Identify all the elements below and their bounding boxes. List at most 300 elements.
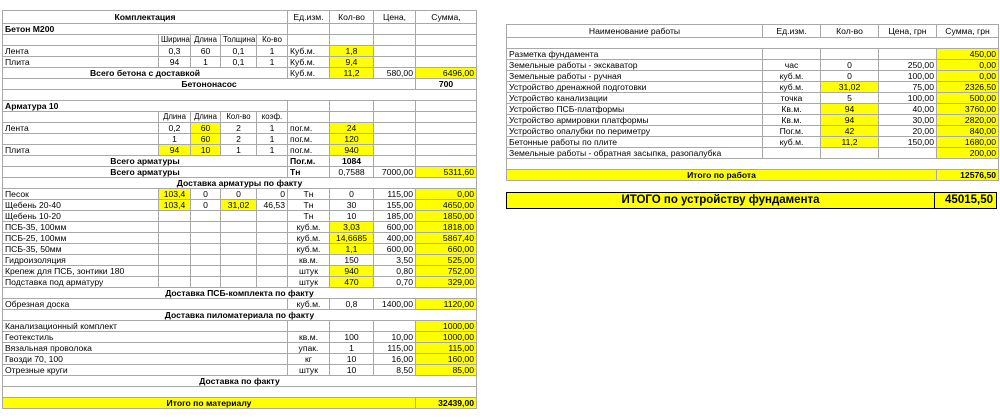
table-row bbox=[3, 200, 477, 211]
unit: точка bbox=[763, 93, 821, 104]
spacer-row bbox=[3, 387, 477, 398]
table-row bbox=[507, 82, 999, 93]
sum: 0,00 bbox=[937, 71, 999, 82]
sum: 0,00 bbox=[937, 60, 999, 71]
grand-total bbox=[506, 192, 997, 209]
dim: 94 bbox=[159, 57, 191, 68]
price: 100,00 bbox=[879, 93, 937, 104]
section-row bbox=[3, 288, 477, 299]
calc bbox=[221, 244, 257, 255]
qty: 1,8 bbox=[330, 46, 374, 57]
works-table bbox=[506, 24, 999, 181]
price: 16,00 bbox=[374, 354, 416, 365]
header-unit: Ед.изм. bbox=[763, 25, 821, 38]
spacer-row bbox=[507, 38, 999, 49]
unit: Тн bbox=[288, 167, 330, 178]
table-row bbox=[3, 46, 477, 57]
qty: 0 bbox=[821, 71, 879, 82]
calc bbox=[221, 211, 257, 222]
total-label: Всего бетона с доставкой bbox=[3, 68, 288, 79]
calc bbox=[221, 266, 257, 277]
dim: 0,2 bbox=[159, 123, 191, 134]
price bbox=[879, 49, 937, 60]
unit bbox=[763, 49, 821, 60]
calc bbox=[257, 277, 288, 288]
table-row bbox=[507, 60, 999, 71]
calc: 31,02 bbox=[221, 200, 257, 211]
unit: Куб.м. bbox=[288, 68, 330, 79]
sum: 1000,00 bbox=[416, 332, 477, 343]
empty bbox=[374, 46, 416, 57]
materials-table bbox=[2, 10, 477, 409]
section-row bbox=[3, 178, 477, 189]
qty: 11,2 bbox=[821, 137, 879, 148]
betononasos-label: Бетононасос bbox=[3, 79, 416, 90]
price: 0,70 bbox=[374, 277, 416, 288]
empty bbox=[374, 35, 416, 46]
table-row bbox=[3, 299, 477, 310]
delivery-note: Доставка ПСБ-комплекта по факту bbox=[3, 288, 477, 299]
qty: 9,4 bbox=[330, 57, 374, 68]
unit: штук bbox=[288, 266, 330, 277]
work-name: Устройство канализации bbox=[507, 93, 763, 104]
qty: 1084 bbox=[330, 156, 374, 167]
section-row bbox=[3, 101, 477, 112]
price: 75,00 bbox=[879, 82, 937, 93]
unit: упак. bbox=[288, 343, 330, 354]
unit: куб.м. bbox=[288, 244, 330, 255]
calc: 0 bbox=[257, 189, 288, 200]
unit: штук bbox=[288, 365, 330, 376]
calc bbox=[257, 266, 288, 277]
unit: Тн bbox=[288, 211, 330, 222]
sum: 200,00 bbox=[937, 148, 999, 159]
unit: пог.м. bbox=[288, 134, 330, 145]
item-name: Щебень 20-40 bbox=[3, 200, 159, 211]
calc bbox=[257, 233, 288, 244]
work-name: Устройство армировки платформы bbox=[507, 115, 763, 126]
dim: 1 bbox=[191, 57, 221, 68]
header-row bbox=[507, 25, 999, 38]
header-qty: Кол-во bbox=[330, 11, 374, 24]
price: 600,00 bbox=[374, 222, 416, 233]
price: 0,80 bbox=[374, 266, 416, 277]
sum: 1850,00 bbox=[416, 211, 477, 222]
calc bbox=[159, 266, 191, 277]
dim: 0,3 bbox=[159, 46, 191, 57]
calc bbox=[257, 222, 288, 233]
price: 1400,00 bbox=[374, 299, 416, 310]
table-row bbox=[3, 277, 477, 288]
dim: 60 bbox=[191, 123, 221, 134]
item-name: Отрезные круги bbox=[3, 365, 288, 376]
calc bbox=[221, 233, 257, 244]
empty bbox=[416, 46, 477, 57]
sub-header: Длина bbox=[191, 35, 221, 46]
table-row bbox=[507, 49, 999, 60]
dim: 1 bbox=[257, 46, 288, 57]
table-row bbox=[507, 104, 999, 115]
delivery-note: Доставка арматуры по факту bbox=[3, 178, 477, 189]
sub-header: Кол-во bbox=[221, 112, 257, 123]
dim: 1 bbox=[159, 134, 191, 145]
item-name: Плита bbox=[3, 145, 159, 156]
dim: 10 bbox=[191, 145, 221, 156]
sum: 700 bbox=[416, 79, 477, 90]
dim: 1 bbox=[257, 145, 288, 156]
empty bbox=[330, 35, 374, 46]
qty: 150 bbox=[330, 255, 374, 266]
table-row bbox=[3, 145, 477, 156]
table-row bbox=[3, 233, 477, 244]
empty bbox=[416, 156, 477, 167]
table-row bbox=[3, 332, 477, 343]
unit: Пог.м. bbox=[288, 156, 330, 167]
total-row bbox=[3, 68, 477, 79]
sum: 1120,00 bbox=[416, 299, 477, 310]
unit bbox=[763, 148, 821, 159]
unit: кв.м. bbox=[288, 255, 330, 266]
item-name: Плита bbox=[3, 57, 159, 68]
calc bbox=[159, 244, 191, 255]
calc bbox=[257, 244, 288, 255]
sum: 160,00 bbox=[416, 354, 477, 365]
empty bbox=[416, 112, 477, 123]
item-name: Лента bbox=[3, 123, 159, 134]
sum: 5867,40 bbox=[416, 233, 477, 244]
table-row bbox=[3, 123, 477, 134]
qty: 42 bbox=[821, 126, 879, 137]
table-row bbox=[3, 365, 477, 376]
price: 150,00 bbox=[879, 137, 937, 148]
sub-header: Ширина bbox=[159, 35, 191, 46]
qty: 10 bbox=[330, 211, 374, 222]
qty: 0,7588 bbox=[330, 167, 374, 178]
table-row bbox=[3, 57, 477, 68]
total-label: Всего арматуры bbox=[3, 156, 288, 167]
calc: 0 bbox=[191, 200, 221, 211]
empty bbox=[374, 101, 416, 112]
grand-total-sum: 45015,50 bbox=[935, 193, 997, 209]
table-row bbox=[3, 343, 477, 354]
unit: час bbox=[763, 60, 821, 71]
itogo-sum: 12576,50 bbox=[937, 170, 999, 181]
qty: 5 bbox=[821, 93, 879, 104]
section-row bbox=[3, 310, 477, 321]
empty bbox=[330, 112, 374, 123]
empty bbox=[288, 35, 330, 46]
section-title: Бетон М200 bbox=[3, 24, 288, 35]
item-name: Обрезная доска bbox=[3, 299, 288, 310]
table-row bbox=[3, 354, 477, 365]
unit: Кв.м. bbox=[763, 115, 821, 126]
price bbox=[879, 148, 937, 159]
dim: 1 bbox=[257, 134, 288, 145]
item-name: ПСБ-35, 50мм bbox=[3, 244, 159, 255]
sub-header-row bbox=[3, 112, 477, 123]
qty: 1 bbox=[330, 343, 374, 354]
qty: 3,03 bbox=[330, 222, 374, 233]
empty bbox=[374, 145, 416, 156]
calc: 103,4 bbox=[159, 200, 191, 211]
unit: Кв.м. bbox=[763, 104, 821, 115]
qty: 14,6685 bbox=[330, 233, 374, 244]
item-name: Канализационный комплект bbox=[3, 321, 288, 332]
total-row bbox=[3, 79, 477, 90]
dim: 1 bbox=[221, 145, 257, 156]
sum: 450,00 bbox=[937, 49, 999, 60]
empty bbox=[288, 24, 330, 35]
price: 185,00 bbox=[374, 211, 416, 222]
qty: 0 bbox=[821, 60, 879, 71]
table-row bbox=[507, 126, 999, 137]
empty bbox=[416, 123, 477, 134]
sub-header: Длина bbox=[191, 112, 221, 123]
calc bbox=[159, 222, 191, 233]
empty bbox=[416, 101, 477, 112]
calc bbox=[257, 255, 288, 266]
qty: 0 bbox=[330, 189, 374, 200]
empty bbox=[3, 35, 159, 46]
work-name: Разметка фундамента bbox=[507, 49, 763, 60]
unit: Тн bbox=[288, 200, 330, 211]
price: 100,00 bbox=[879, 71, 937, 82]
price bbox=[374, 321, 416, 332]
calc bbox=[159, 277, 191, 288]
empty bbox=[416, 134, 477, 145]
unit: куб.м. bbox=[288, 233, 330, 244]
dim: 2 bbox=[221, 123, 257, 134]
sum: 525,00 bbox=[416, 255, 477, 266]
dim: 0,1 bbox=[221, 46, 257, 57]
unit: пог.м. bbox=[288, 123, 330, 134]
price: 115,00 bbox=[374, 343, 416, 354]
qty: 10 bbox=[330, 354, 374, 365]
item-name: Крепеж для ПСБ, зонтики 180 bbox=[3, 266, 159, 277]
item-name: Подставка под арматуру bbox=[3, 277, 159, 288]
work-name: Устройство ПСБ-платформы bbox=[507, 104, 763, 115]
item-name: Лента bbox=[3, 46, 159, 57]
table-row bbox=[3, 211, 477, 222]
qty: 100 bbox=[330, 332, 374, 343]
price: 400,00 bbox=[374, 233, 416, 244]
header-price: Цена, грн bbox=[879, 25, 937, 38]
item-name: Гидроизоляция bbox=[3, 255, 159, 266]
dim: 1 bbox=[257, 57, 288, 68]
sub-header: Длина bbox=[159, 112, 191, 123]
spacer-row bbox=[3, 90, 477, 101]
unit bbox=[288, 321, 330, 332]
spacer bbox=[507, 159, 999, 170]
item-name: Вязальная проволока bbox=[3, 343, 288, 354]
sum: 2326,50 bbox=[937, 82, 999, 93]
sum: 115,00 bbox=[416, 343, 477, 354]
qty: 1,1 bbox=[330, 244, 374, 255]
itogo-row bbox=[3, 398, 477, 409]
price: 10,00 bbox=[374, 332, 416, 343]
price: 7000,00 bbox=[374, 167, 416, 178]
calc: 0 bbox=[191, 189, 221, 200]
qty: 31,02 bbox=[821, 82, 879, 93]
item-name: ПСБ-35, 100мм bbox=[3, 222, 159, 233]
dim: 2 bbox=[221, 134, 257, 145]
dim: 0,1 bbox=[221, 57, 257, 68]
itogo-label: Итого по работа bbox=[507, 170, 937, 181]
dim: 94 bbox=[159, 145, 191, 156]
table-row bbox=[3, 244, 477, 255]
table-row bbox=[3, 266, 477, 277]
unit: кв.м. bbox=[288, 332, 330, 343]
sum: 6496,00 bbox=[416, 68, 477, 79]
sum: 3760,00 bbox=[937, 104, 999, 115]
unit: куб.м. bbox=[763, 82, 821, 93]
unit: Пог.м. bbox=[763, 126, 821, 137]
grand-total-label: ИТОГО по устройству фундамента bbox=[507, 193, 935, 209]
itogo-label: Итого по материалу bbox=[3, 398, 416, 409]
price: 115,00 bbox=[374, 189, 416, 200]
sum: 752,00 bbox=[416, 266, 477, 277]
sum: 1818,00 bbox=[416, 222, 477, 233]
price: 155,00 bbox=[374, 200, 416, 211]
calc: 0 bbox=[221, 189, 257, 200]
empty bbox=[374, 112, 416, 123]
empty bbox=[416, 145, 477, 156]
unit: Тн bbox=[288, 189, 330, 200]
empty bbox=[374, 156, 416, 167]
price: 250,00 bbox=[879, 60, 937, 71]
item-name: Геотекстиль bbox=[3, 332, 288, 343]
qty: 120 bbox=[330, 134, 374, 145]
header-qty: Кол-во bbox=[821, 25, 879, 38]
calc bbox=[159, 211, 191, 222]
header-sum: Сумма, bbox=[416, 11, 477, 24]
qty: 24 bbox=[330, 123, 374, 134]
calc bbox=[191, 233, 221, 244]
sum: 85,00 bbox=[416, 365, 477, 376]
qty: 940 bbox=[330, 145, 374, 156]
table-row bbox=[3, 222, 477, 233]
sub-header: Толщина bbox=[221, 35, 257, 46]
sum: 2820,00 bbox=[937, 115, 999, 126]
sum: 329,00 bbox=[416, 277, 477, 288]
unit: кг bbox=[288, 354, 330, 365]
qty: 11,2 bbox=[330, 68, 374, 79]
delivery-note: Доставка пиломатериала по факту bbox=[3, 310, 477, 321]
header-sum: Сумма, грн bbox=[937, 25, 999, 38]
work-name: Устройство дренажной подготовки bbox=[507, 82, 763, 93]
qty: 470 bbox=[330, 277, 374, 288]
calc bbox=[159, 233, 191, 244]
sum: 840,00 bbox=[937, 126, 999, 137]
header-row bbox=[3, 11, 477, 24]
item-name: ПСБ-25, 100мм bbox=[3, 233, 159, 244]
item-name bbox=[3, 134, 159, 145]
work-name: Земельные работы - обратная засыпка, разопалубка bbox=[507, 148, 763, 159]
calc: 46,53 bbox=[257, 200, 288, 211]
table-row bbox=[3, 189, 477, 200]
total-label: Всего арматуры bbox=[3, 167, 288, 178]
table-row bbox=[3, 255, 477, 266]
calc bbox=[191, 211, 221, 222]
header-komplektaciya: Комплектация bbox=[3, 11, 288, 24]
qty bbox=[821, 49, 879, 60]
dim: 60 bbox=[191, 46, 221, 57]
sub-header: коэф. bbox=[257, 112, 288, 123]
delivery-note: Доставка по факту bbox=[3, 376, 477, 387]
table-row bbox=[507, 71, 999, 82]
calc bbox=[257, 211, 288, 222]
calc bbox=[221, 222, 257, 233]
work-name: Устройство опалубки по периметру bbox=[507, 126, 763, 137]
sub-header: Ко-во bbox=[257, 35, 288, 46]
empty bbox=[416, 57, 477, 68]
price: 8,50 bbox=[374, 365, 416, 376]
sum: 500,00 bbox=[937, 93, 999, 104]
section-row bbox=[3, 24, 477, 35]
spacer bbox=[3, 387, 477, 398]
itogo-row bbox=[507, 170, 999, 181]
price: 30,00 bbox=[879, 115, 937, 126]
sum: 1000,00 bbox=[416, 321, 477, 332]
calc bbox=[221, 255, 257, 266]
empty bbox=[330, 24, 374, 35]
empty bbox=[374, 57, 416, 68]
table-row bbox=[507, 137, 999, 148]
qty: 0,8 bbox=[330, 299, 374, 310]
price: 580,00 bbox=[374, 68, 416, 79]
calc bbox=[159, 255, 191, 266]
qty: 94 bbox=[821, 104, 879, 115]
calc: 103,4 bbox=[159, 189, 191, 200]
unit: Куб.м. bbox=[288, 46, 330, 57]
unit: куб.м. bbox=[288, 222, 330, 233]
unit: Куб.м. bbox=[288, 57, 330, 68]
itogo-sum: 32439,00 bbox=[416, 398, 477, 409]
price: 40,00 bbox=[879, 104, 937, 115]
empty bbox=[374, 24, 416, 35]
work-name: Бетонные работы по плите bbox=[507, 137, 763, 148]
calc bbox=[191, 277, 221, 288]
empty bbox=[416, 35, 477, 46]
work-name: Земельные работы - ручная bbox=[507, 71, 763, 82]
spacer bbox=[3, 90, 477, 101]
item-name: Песок bbox=[3, 189, 159, 200]
spacer-row bbox=[507, 159, 999, 170]
total-row bbox=[3, 167, 477, 178]
header-price: Цена, bbox=[374, 11, 416, 24]
table-row bbox=[507, 115, 999, 126]
unit: куб.м. bbox=[763, 137, 821, 148]
empty bbox=[330, 101, 374, 112]
qty: 940 bbox=[330, 266, 374, 277]
spacer bbox=[507, 38, 999, 49]
sum: 660,00 bbox=[416, 244, 477, 255]
header-work-name: Наименование работы bbox=[507, 25, 763, 38]
empty bbox=[374, 123, 416, 134]
empty bbox=[416, 24, 477, 35]
price: 3,50 bbox=[374, 255, 416, 266]
section-title: Арматура 10 bbox=[3, 101, 288, 112]
sum: 4650,00 bbox=[416, 200, 477, 211]
qty bbox=[821, 148, 879, 159]
calc bbox=[191, 244, 221, 255]
empty bbox=[288, 112, 330, 123]
item-name: Щебень 10-20 bbox=[3, 211, 159, 222]
dim: 1 bbox=[257, 123, 288, 134]
item-name: Гвозди 70, 100 bbox=[3, 354, 288, 365]
price: 20,00 bbox=[879, 126, 937, 137]
sum: 1680,00 bbox=[937, 137, 999, 148]
